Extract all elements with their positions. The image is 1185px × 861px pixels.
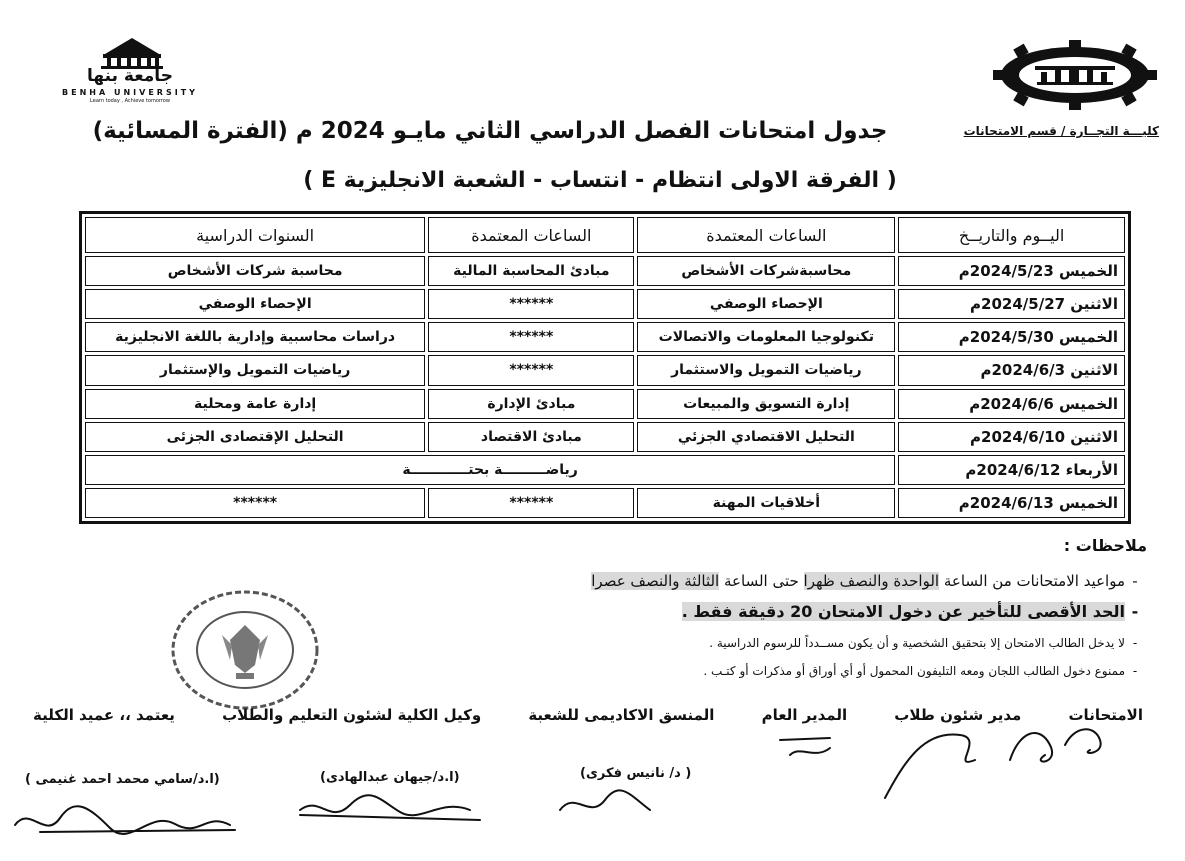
college-department-line: كليـــة التجــارة / قسم الامتحانات xyxy=(963,124,1159,138)
date-cell: الأربعاء 2024/6/12م xyxy=(898,455,1125,485)
table-cell: ****** xyxy=(85,488,425,518)
page-title: جدول امتحانات الفصل الدراسي الثاني مايـو 2024 م (الفترة المسائية) xyxy=(92,118,888,144)
exam-schedule-table xyxy=(79,211,1131,524)
table-cell: مبادئ الاقتصاد xyxy=(428,422,634,452)
official-seal xyxy=(160,585,330,715)
date-cell: الخميس 2024/6/6م xyxy=(898,389,1125,419)
note-text: ممنوع دخول الطالب اللجان ومعه التليفون المحمول أو أي أوراق أو مذكرات أو كتـب . xyxy=(703,664,1125,678)
note-late-limit xyxy=(682,602,1145,621)
table-cell: مبادئ الإدارة xyxy=(428,389,634,419)
table-row xyxy=(85,389,1125,419)
vice-dean-name: (ا.د/جيهان عبدالهادى) xyxy=(320,770,460,785)
header-col-1: الساعات المعتمدة xyxy=(637,217,895,253)
date-cell: الاثنين 2024/6/3م xyxy=(898,355,1125,385)
bullet-dash: - xyxy=(1132,664,1138,678)
highlighted-time: الواحدة والنصف ظهرا xyxy=(803,572,940,590)
dean-name: (ا.د/سامي محمد احمد غنيمى ) xyxy=(25,772,220,787)
table-cell: مبادئ المحاسبة المالية xyxy=(428,256,634,286)
table-row xyxy=(85,289,1125,319)
table-cell: إدارة عامة ومحلية xyxy=(85,389,425,419)
role-vice-dean: وكيل الكلية لشئون التعليم والطلاب xyxy=(222,706,482,724)
note-text: الحد الأقصى للتأخير عن دخول الامتحان 20 دقيقة فقط . xyxy=(681,602,1125,621)
merged-cell: رياضـــــــــة بحتــــــــــــة xyxy=(85,455,895,485)
table-header-row xyxy=(85,217,1125,253)
date-cell: الخميس 2024/6/13م xyxy=(898,488,1125,518)
eagle-seal-icon xyxy=(160,585,330,715)
coordinator-name: ( د/ نانيس فكرى) xyxy=(580,766,692,781)
highlighted-time: الثالثة والنصف عصرا xyxy=(591,572,720,590)
role-general-manager: المدير العام xyxy=(761,706,848,724)
table-cell: التحليل الاقتصادي الجزئي xyxy=(637,422,895,452)
table-cell: رياضيات التمويل والإستثمار xyxy=(85,355,425,385)
date-cell: الاثنين 2024/6/10م xyxy=(898,422,1125,452)
university-slogan: Learn today , Achieve tomorrow xyxy=(90,98,170,104)
date-cell: الاثنين 2024/5/27م xyxy=(898,289,1125,319)
university-emblem-icon xyxy=(45,36,220,70)
university-logo xyxy=(45,36,220,106)
date-cell: الخميس 2024/5/30م xyxy=(898,322,1125,352)
table-cell: رياضيات التمويل والاستثمار xyxy=(637,355,895,385)
table-cell: محاسبة شركات الأشخاص xyxy=(85,256,425,286)
table-row xyxy=(85,355,1125,385)
table-row xyxy=(85,322,1125,352)
note-text: مواعيد الامتحانات من الساعة xyxy=(939,572,1125,590)
header-date: اليــوم والتاريــخ xyxy=(898,217,1125,253)
note-phones xyxy=(703,664,1145,678)
table-cell: التحليل الإقتصادى الجزئى xyxy=(85,422,425,452)
table-cell: دراسات محاسبية وإدارية باللغة الانجليزية xyxy=(85,322,425,352)
table-cell: أخلاقيات المهنة xyxy=(637,488,895,518)
page-subtitle: ( الفرقة الاولى انتظام - انتساب - الشعبة الانجليزية E ) xyxy=(303,168,897,193)
date-cell: الخميس 2024/5/23م xyxy=(898,256,1125,286)
header-col-2: الساعات المعتمدة xyxy=(428,217,634,253)
note-text: حتى الساعة xyxy=(719,572,804,590)
table-cell: ****** xyxy=(428,289,634,319)
table-row xyxy=(85,256,1125,286)
table-cell: إدارة التسويق والمبيعات xyxy=(637,389,895,419)
table-row xyxy=(85,422,1125,452)
table-cell: ****** xyxy=(428,488,634,518)
table-cell: الإحصاء الوصفي xyxy=(637,289,895,319)
university-name-en: BENHA UNIVERSITY xyxy=(62,88,198,97)
role-dean: يعتمد ،، عميد الكلية xyxy=(33,706,175,724)
table-cell: ****** xyxy=(428,355,634,385)
table-cell: محاسبةشركات الأشخاص xyxy=(637,256,895,286)
table-cell: تكنولوجيا المعلومات والاتصالات xyxy=(637,322,895,352)
handwritten-signatures xyxy=(0,700,1185,861)
gear-emblem-icon xyxy=(985,40,1165,110)
bullet-dash: - xyxy=(1132,572,1138,590)
table-row xyxy=(85,488,1125,518)
note-exam-times xyxy=(591,572,1145,590)
table-cell: ****** xyxy=(428,322,634,352)
note-text: لا يدخل الطالب الامتحان إلا بتحقيق الشخصية و أن يكون مســدداً للرسوم الدراسية . xyxy=(709,636,1125,650)
role-student-affairs: مدير شئون طلاب xyxy=(894,706,1022,724)
table-row xyxy=(85,455,1125,485)
university-name-ar: جامعة بنها xyxy=(87,66,173,86)
role-academic-coordinator: المنسق الاكاديمى للشعبة xyxy=(528,706,715,724)
table-cell: الإحصاء الوصفي xyxy=(85,289,425,319)
header-col-3: السنوات الدراسية xyxy=(85,217,425,253)
bullet-dash: - xyxy=(1132,636,1138,650)
role-exams: الامتحانات xyxy=(1068,706,1143,724)
note-identity xyxy=(709,636,1145,650)
faculty-logo xyxy=(985,40,1165,110)
notes-title: ملاحظات : xyxy=(1063,536,1147,555)
bullet-dash: - xyxy=(1131,602,1139,621)
